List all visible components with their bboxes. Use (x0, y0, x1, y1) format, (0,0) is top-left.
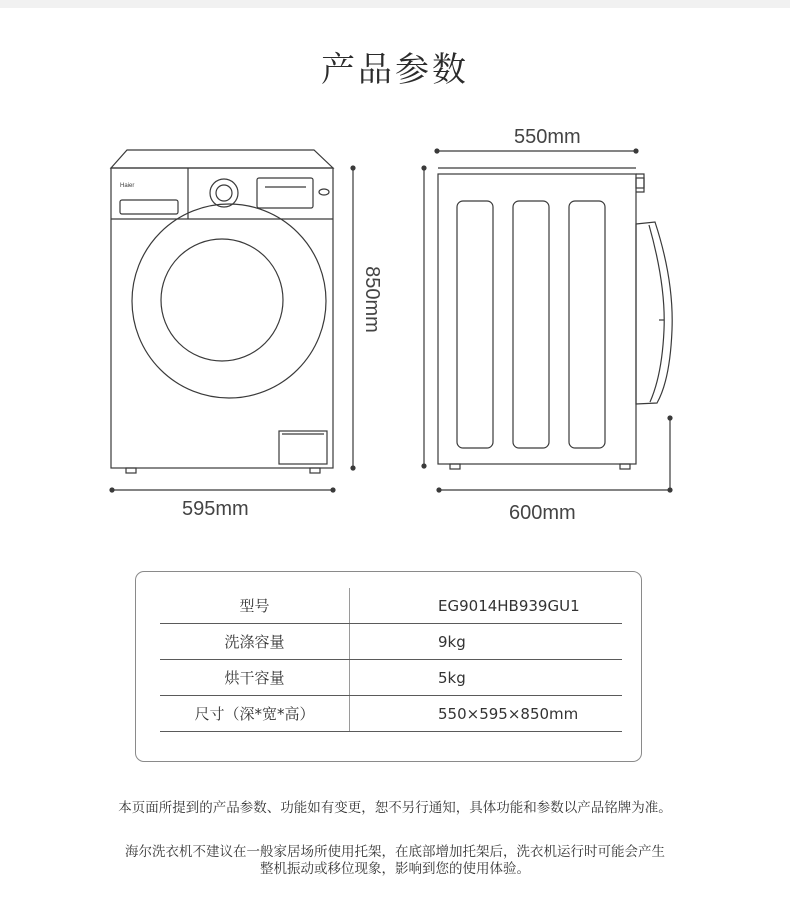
side-panel-1 (457, 201, 493, 448)
spec-label: 尺寸（深*宽*高） (160, 696, 350, 732)
side-height-guide (422, 166, 672, 490)
spec-row-wash-capacity (160, 624, 622, 660)
side-body (438, 174, 636, 464)
side-door-bulge (636, 222, 672, 404)
filter-cover (279, 431, 327, 464)
front-width-dimension (110, 488, 335, 492)
page-title: 产品参数 (321, 50, 469, 90)
door-inner (161, 239, 283, 361)
height-label: 850mm (360, 266, 383, 333)
front-view (111, 150, 333, 473)
spec-row-dimensions (160, 696, 622, 732)
side-panel-2 (513, 201, 549, 448)
spec-panel (135, 571, 642, 762)
side-view (438, 168, 672, 469)
front-body (111, 168, 333, 468)
spec-row-dry-capacity (160, 660, 622, 696)
spec-value: 5kg (350, 660, 623, 696)
side-width-dimension (435, 149, 638, 153)
bracket-warning-line2: 整机振动或移位现象，影响到您的使用体验。 (260, 861, 530, 877)
disclaimer-note: 本页面所提到的产品参数、功能如有变更，恕不另行通知，具体功能和参数以产品铭牌为准。 (118, 800, 672, 816)
bracket-warning-note (0, 844, 790, 878)
spec-table (160, 588, 622, 732)
spec-row-model (160, 588, 622, 624)
front-top-lid (111, 150, 333, 168)
program-knob (210, 179, 238, 207)
spec-value: 9kg (350, 624, 623, 660)
spec-value: 550×595×850mm (350, 696, 623, 732)
side-depth-label: 600mm (509, 502, 576, 524)
display-panel (257, 178, 313, 208)
power-button (319, 189, 329, 195)
brand-mark: Haier (120, 183, 135, 189)
spec-label: 烘干容量 (160, 660, 350, 696)
spec-label: 洗涤容量 (160, 624, 350, 660)
spec-label: 型号 (160, 588, 350, 624)
side-panel-3 (569, 201, 605, 448)
detergent-drawer (120, 200, 178, 214)
height-dimension (351, 166, 355, 470)
bracket-warning-line1: 海尔洗衣机不建议在一般家居场所使用托架，在底部增加托架后，洗衣机运行时可能会产生 (125, 844, 665, 860)
side-depth-dimension (437, 488, 672, 492)
front-width-label: 595mm (182, 498, 249, 520)
spec-value: EG9014HB939GU1 (350, 588, 623, 624)
side-width-label: 550mm (514, 126, 581, 148)
